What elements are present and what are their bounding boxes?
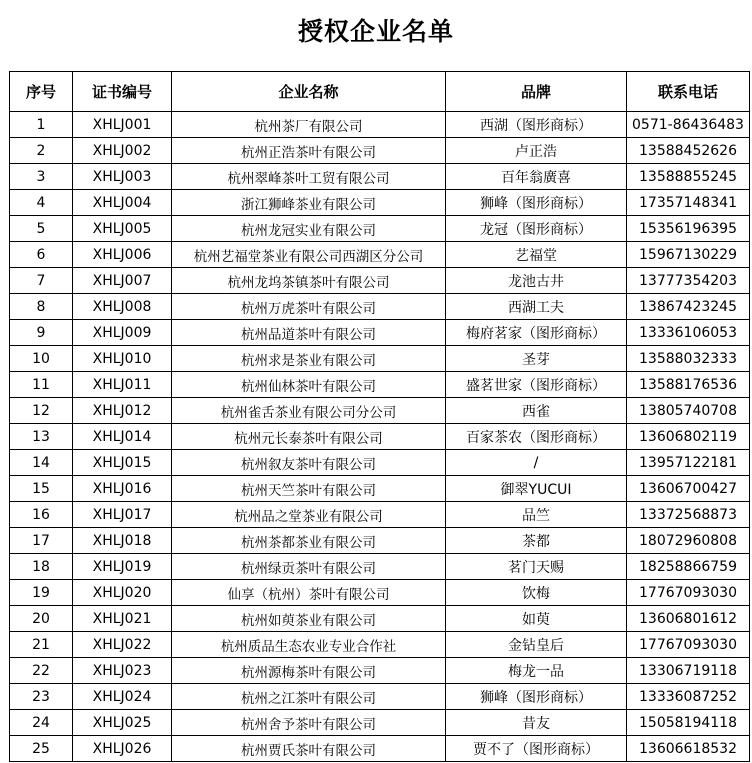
- cell-brand: 西雀: [446, 398, 627, 424]
- table-row: [10, 502, 750, 528]
- table-row: [10, 658, 750, 684]
- cell-phone: 18258866759: [627, 554, 750, 580]
- cell-company-name: 杭州天竺茶叶有限公司: [172, 476, 446, 502]
- cell-phone: 13588452626: [627, 138, 750, 164]
- table-row: [10, 242, 750, 268]
- cell-brand: 圣芽: [446, 346, 627, 372]
- cell-certificate-no: XHLJ015: [73, 450, 172, 476]
- cell-brand: 贾不了（图形商标）: [446, 736, 627, 762]
- cell-company-name: 杭州质品生态农业专业合作社: [172, 632, 446, 658]
- table-row: [10, 190, 750, 216]
- cell-company-name: 杭州叙友茶叶有限公司: [172, 450, 446, 476]
- cell-certificate-no: XHLJ023: [73, 658, 172, 684]
- table-row: [10, 138, 750, 164]
- cell-phone: 13606700427: [627, 476, 750, 502]
- cell-brand: 西湖工夫: [446, 294, 627, 320]
- cell-certificate-no: XHLJ001: [73, 112, 172, 138]
- cell-company-name: 杭州品之堂茶业有限公司: [172, 502, 446, 528]
- cell-phone: 0571-86436483: [627, 112, 750, 138]
- cell-index: 13: [10, 424, 73, 450]
- cell-brand: 茗门天赐: [446, 554, 627, 580]
- table-row: [10, 450, 750, 476]
- cell-company-name: 杭州正浩茶叶有限公司: [172, 138, 446, 164]
- cell-certificate-no: XHLJ005: [73, 216, 172, 242]
- cell-phone: 13957122181: [627, 450, 750, 476]
- cell-brand: 龙冠（图形商标）: [446, 216, 627, 242]
- cell-company-name: 杭州如萸茶业有限公司: [172, 606, 446, 632]
- cell-company-name: 杭州茶厂有限公司: [172, 112, 446, 138]
- cell-company-name: 杭州雀舌茶业有限公司分公司: [172, 398, 446, 424]
- cell-phone: 13606801612: [627, 606, 750, 632]
- cell-certificate-no: XHLJ018: [73, 528, 172, 554]
- cell-certificate-no: XHLJ021: [73, 606, 172, 632]
- cell-certificate-no: XHLJ019: [73, 554, 172, 580]
- table-row: [10, 424, 750, 450]
- page-title: 授权企业名单: [297, 17, 454, 46]
- cell-brand: 龙池古井: [446, 268, 627, 294]
- cell-company-name: 杭州元长泰茶叶有限公司: [172, 424, 446, 450]
- cell-company-name: 杭州翠峰茶叶工贸有限公司: [172, 164, 446, 190]
- cell-company-name: 杭州源梅茶叶有限公司: [172, 658, 446, 684]
- cell-phone: 13336087252: [627, 684, 750, 710]
- cell-index: 8: [10, 294, 73, 320]
- cell-company-name: 杭州仙林茶叶有限公司: [172, 372, 446, 398]
- cell-brand: 艺福堂: [446, 242, 627, 268]
- cell-index: 24: [10, 710, 73, 736]
- cell-certificate-no: XHLJ004: [73, 190, 172, 216]
- cell-phone: 13777354203: [627, 268, 750, 294]
- cell-certificate-no: XHLJ011: [73, 372, 172, 398]
- cell-brand: 梅府茗家（图形商标）: [446, 320, 627, 346]
- header-phone: 联系电话: [627, 72, 750, 112]
- cell-index: 19: [10, 580, 73, 606]
- cell-certificate-no: XHLJ008: [73, 294, 172, 320]
- cell-index: 23: [10, 684, 73, 710]
- table-row: [10, 684, 750, 710]
- cell-phone: 13372568873: [627, 502, 750, 528]
- cell-index: 3: [10, 164, 73, 190]
- table-row: [10, 476, 750, 502]
- table-row: [10, 216, 750, 242]
- cell-certificate-no: XHLJ017: [73, 502, 172, 528]
- cell-brand: 狮峰（图形商标）: [446, 190, 627, 216]
- cell-phone: 15058194118: [627, 710, 750, 736]
- cell-phone: 13606618532: [627, 736, 750, 762]
- cell-phone: 13588176536: [627, 372, 750, 398]
- cell-brand: 盛茗世家（图形商标）: [446, 372, 627, 398]
- table-row: [10, 268, 750, 294]
- cell-index: 14: [10, 450, 73, 476]
- cell-index: 11: [10, 372, 73, 398]
- cell-company-name: 杭州艺福堂茶业有限公司西湖区分公司: [172, 242, 446, 268]
- cell-phone: 18072960808: [627, 528, 750, 554]
- cell-index: 15: [10, 476, 73, 502]
- table-row: [10, 710, 750, 736]
- cell-certificate-no: XHLJ010: [73, 346, 172, 372]
- cell-index: 21: [10, 632, 73, 658]
- cell-index: 20: [10, 606, 73, 632]
- cell-certificate-no: XHLJ006: [73, 242, 172, 268]
- cell-index: 18: [10, 554, 73, 580]
- cell-certificate-no: XHLJ009: [73, 320, 172, 346]
- cell-index: 5: [10, 216, 73, 242]
- cell-index: 25: [10, 736, 73, 762]
- cell-certificate-no: XHLJ016: [73, 476, 172, 502]
- table-row: [10, 736, 750, 762]
- table-row: [10, 606, 750, 632]
- cell-company-name: 杭州龙坞茶镇茶叶有限公司: [172, 268, 446, 294]
- cell-index: 17: [10, 528, 73, 554]
- table-row: [10, 372, 750, 398]
- cell-phone: 17357148341: [627, 190, 750, 216]
- cell-company-name: 杭州求是茶业有限公司: [172, 346, 446, 372]
- cell-brand: 狮峰（图形商标）: [446, 684, 627, 710]
- cell-certificate-no: XHLJ022: [73, 632, 172, 658]
- cell-index: 16: [10, 502, 73, 528]
- cell-company-name: 杭州之江茶叶有限公司: [172, 684, 446, 710]
- header-brand: 品牌: [446, 72, 627, 112]
- table-header-row: [10, 72, 750, 112]
- cell-company-name: 杭州茶都茶业有限公司: [172, 528, 446, 554]
- cell-phone: 15967130229: [627, 242, 750, 268]
- cell-brand: 西湖（图形商标）: [446, 112, 627, 138]
- enterprise-table: [9, 71, 750, 762]
- cell-phone: 13606802119: [627, 424, 750, 450]
- cell-phone: 17767093030: [627, 632, 750, 658]
- cell-brand: 如萸: [446, 606, 627, 632]
- table-row: [10, 632, 750, 658]
- cell-phone: 13306719118: [627, 658, 750, 684]
- table-row: [10, 112, 750, 138]
- cell-brand: 梅龙一品: [446, 658, 627, 684]
- table-row: [10, 554, 750, 580]
- cell-company-name: 仙享（杭州）茶叶有限公司: [172, 580, 446, 606]
- table-row: [10, 294, 750, 320]
- cell-brand: 卢正浩: [446, 138, 627, 164]
- cell-certificate-no: XHLJ012: [73, 398, 172, 424]
- table-body: [10, 112, 750, 762]
- cell-company-name: 杭州贾氏茶叶有限公司: [172, 736, 446, 762]
- cell-brand: 金钻皇后: [446, 632, 627, 658]
- cell-index: 6: [10, 242, 73, 268]
- cell-certificate-no: XHLJ025: [73, 710, 172, 736]
- cell-company-name: 杭州万虎茶叶有限公司: [172, 294, 446, 320]
- cell-certificate-no: XHLJ003: [73, 164, 172, 190]
- cell-phone: 13867423245: [627, 294, 750, 320]
- header-company-name: 企业名称: [172, 72, 446, 112]
- cell-index: 2: [10, 138, 73, 164]
- cell-company-name: 杭州绿贡茶叶有限公司: [172, 554, 446, 580]
- cell-brand: 品竺: [446, 502, 627, 528]
- header-index: 序号: [10, 72, 73, 112]
- table-row: [10, 528, 750, 554]
- cell-phone: 13805740708: [627, 398, 750, 424]
- cell-index: 22: [10, 658, 73, 684]
- cell-certificate-no: XHLJ002: [73, 138, 172, 164]
- cell-index: 1: [10, 112, 73, 138]
- cell-phone: 17767093030: [627, 580, 750, 606]
- table-row: [10, 580, 750, 606]
- cell-brand: 御翠YUCUI: [446, 476, 627, 502]
- cell-brand: 昔友: [446, 710, 627, 736]
- cell-phone: 13588855245: [627, 164, 750, 190]
- cell-brand: 饮梅: [446, 580, 627, 606]
- cell-certificate-no: XHLJ026: [73, 736, 172, 762]
- cell-certificate-no: XHLJ007: [73, 268, 172, 294]
- cell-brand: /: [446, 450, 627, 476]
- cell-company-name: 杭州品道茶叶有限公司: [172, 320, 446, 346]
- table-row: [10, 346, 750, 372]
- cell-phone: 13588032333: [627, 346, 750, 372]
- cell-brand: 百家茶农（图形商标）: [446, 424, 627, 450]
- cell-index: 7: [10, 268, 73, 294]
- cell-index: 12: [10, 398, 73, 424]
- cell-company-name: 杭州舍予茶叶有限公司: [172, 710, 446, 736]
- cell-index: 4: [10, 190, 73, 216]
- table-row: [10, 320, 750, 346]
- cell-brand: 百年翁廣喜: [446, 164, 627, 190]
- cell-company-name: 浙江狮峰茶业有限公司: [172, 190, 446, 216]
- cell-certificate-no: XHLJ014: [73, 424, 172, 450]
- cell-certificate-no: XHLJ024: [73, 684, 172, 710]
- cell-phone: 13336106053: [627, 320, 750, 346]
- header-certificate-no: 证书编号: [73, 72, 172, 112]
- cell-company-name: 杭州龙冠实业有限公司: [172, 216, 446, 242]
- table-row: [10, 398, 750, 424]
- cell-index: 10: [10, 346, 73, 372]
- cell-certificate-no: XHLJ020: [73, 580, 172, 606]
- cell-phone: 15356196395: [627, 216, 750, 242]
- table-row: [10, 164, 750, 190]
- cell-index: 9: [10, 320, 73, 346]
- cell-brand: 茶都: [446, 528, 627, 554]
